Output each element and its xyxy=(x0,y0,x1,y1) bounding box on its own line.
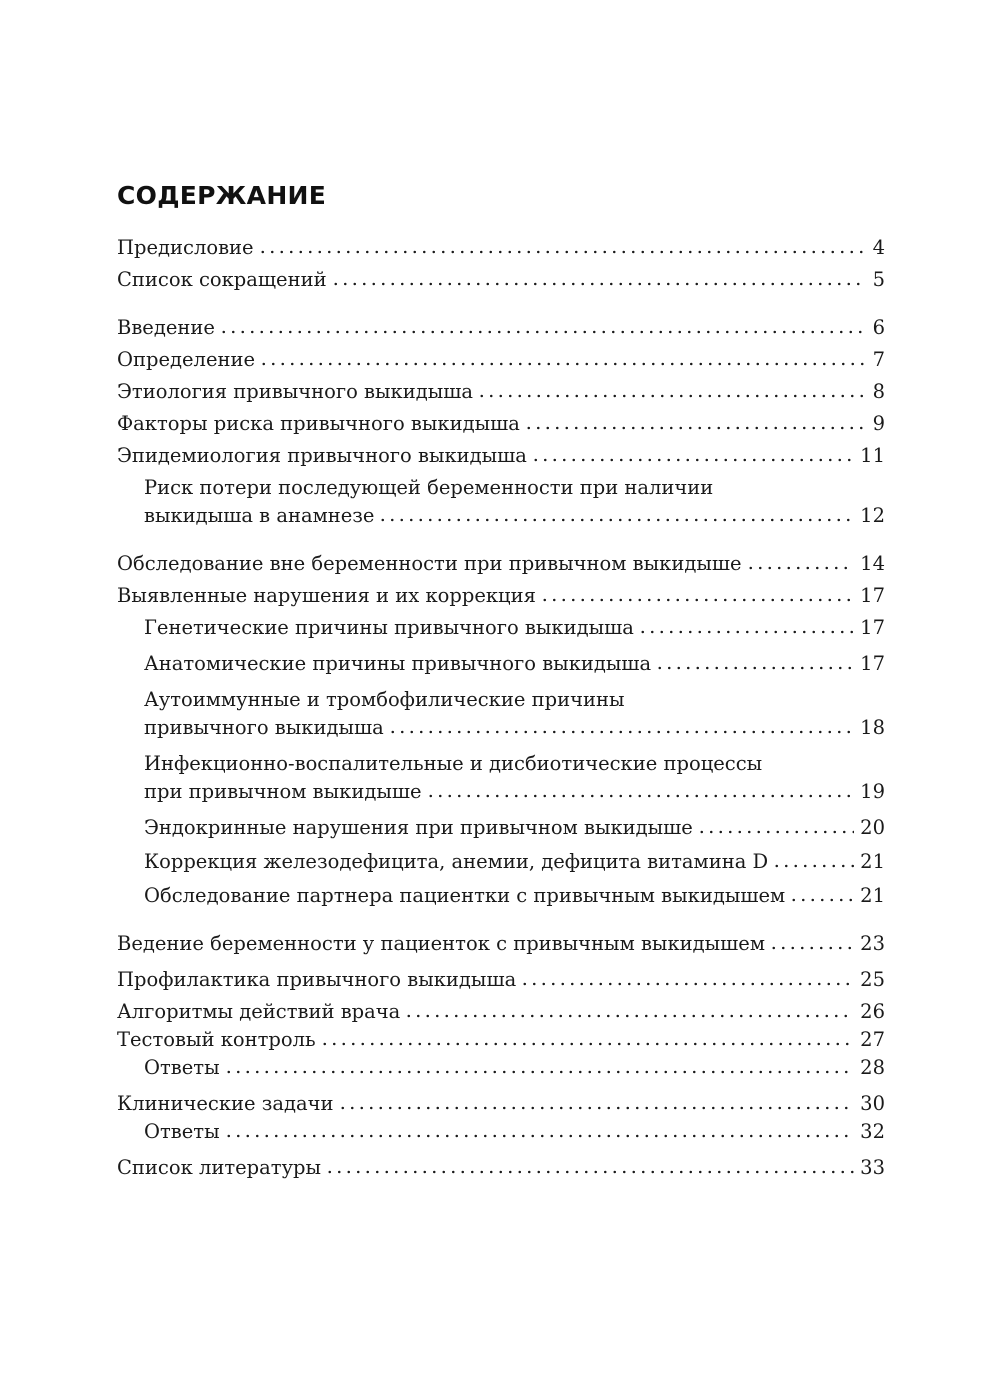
dot-leader xyxy=(746,564,855,572)
dot-leader xyxy=(789,896,854,904)
toc-page-number: 30 xyxy=(860,1092,885,1115)
toc-entry-partner-examination[interactable] xyxy=(117,882,885,910)
toc-entry-label: Список литературы xyxy=(117,1156,322,1179)
dot-leader xyxy=(404,1012,854,1020)
toc-page-number: 25 xyxy=(860,968,885,991)
toc-entry-pregnancy-management[interactable] xyxy=(117,930,885,958)
dot-leader xyxy=(697,828,854,836)
toc-page-number: 18 xyxy=(860,716,885,739)
dot-leader xyxy=(524,424,865,432)
dot-leader xyxy=(259,360,865,368)
toc-page-number: 26 xyxy=(860,1000,885,1023)
dot-leader xyxy=(219,328,865,336)
toc-page-number: 28 xyxy=(860,1056,885,1079)
toc-entry-label: Факторы риска привычного выкидыша xyxy=(117,412,520,435)
toc-entry-label: Эндокринные нарушения при привычном выкидыше xyxy=(144,816,693,839)
toc-entry-examination-outside-pregnancy[interactable] xyxy=(117,550,885,578)
toc-entry-label: при привычном выкидыше xyxy=(144,780,422,803)
toc-page-number: 5 xyxy=(872,268,885,291)
toc-page-number: 17 xyxy=(860,616,885,639)
toc-entry-infectious-processes[interactable] xyxy=(117,778,885,806)
toc-page-number: 12 xyxy=(860,504,885,527)
toc-page-number: 27 xyxy=(860,1028,885,1051)
dot-leader xyxy=(531,456,854,464)
toc-page-number: 32 xyxy=(860,1120,885,1143)
toc-entry-preface[interactable] xyxy=(117,234,885,262)
toc-entry-definition[interactable] xyxy=(117,346,885,374)
dot-leader xyxy=(378,516,854,524)
toc-entry-label: Определение xyxy=(117,348,256,371)
toc-entry-pregnancy-loss-risk[interactable] xyxy=(117,502,885,530)
toc-entry-genetic-causes[interactable] xyxy=(117,614,885,642)
toc-entry-label: Профилактика привычного выкидыша xyxy=(117,968,517,991)
toc-entry-label: Алгоритмы действий врача xyxy=(117,1000,401,1023)
toc-entry-autoimmune-causes[interactable] xyxy=(117,714,885,742)
toc-page-number: 11 xyxy=(860,444,885,467)
dot-leader xyxy=(388,728,854,736)
toc-entry-label: Ответы xyxy=(144,1056,220,1079)
dot-leader xyxy=(520,980,854,988)
toc-entry-label: Коррекция железодефицита, анемии, дефицита витамина D xyxy=(144,850,769,873)
toc-entry-test-answers[interactable] xyxy=(117,1054,885,1082)
toc-entry-label-line1: Инфекционно-воспалительные и дисбиотические процессы xyxy=(144,752,763,775)
toc-entry-label: Эпидемиология привычного выкидыша xyxy=(117,444,527,467)
toc-entry-label: Анатомические причины привычного выкидыша xyxy=(144,652,652,675)
toc-page-number: 33 xyxy=(860,1156,885,1179)
toc-entry-task-answers[interactable] xyxy=(117,1118,885,1146)
toc-entry-test-control[interactable] xyxy=(117,1026,885,1054)
toc-page-number: 21 xyxy=(860,884,885,907)
toc-entry-label: Ведение беременности у пациенток с привычным выкидышем xyxy=(117,932,765,955)
toc-page-number: 8 xyxy=(872,380,885,403)
toc-entry-clinical-tasks[interactable] xyxy=(117,1090,885,1118)
toc-entry-label: Список сокращений xyxy=(117,268,327,291)
toc-page-number: 17 xyxy=(860,652,885,675)
page-title: СОДЕРЖАНИЕ xyxy=(117,181,327,210)
dot-leader xyxy=(224,1132,855,1140)
toc-entry-disorders-correction[interactable] xyxy=(117,582,885,610)
toc-page-number: 9 xyxy=(872,412,885,435)
dot-leader xyxy=(325,1168,854,1176)
toc-entry-prevention[interactable] xyxy=(117,966,885,994)
toc-entry-label-line1: Аутоиммунные и тромбофилические причины xyxy=(144,688,625,711)
toc-entry-label: Этиология привычного выкидыша xyxy=(117,380,474,403)
toc-entry-label: Предисловие xyxy=(117,236,254,259)
toc-entry-introduction[interactable] xyxy=(117,314,885,342)
toc-entry-anatomical-causes[interactable] xyxy=(117,650,885,678)
dot-leader xyxy=(540,596,854,604)
dot-leader xyxy=(477,392,865,400)
toc-page-number: 17 xyxy=(860,584,885,607)
dot-leader xyxy=(769,944,854,952)
toc-entry-label: Ответы xyxy=(144,1120,220,1143)
dot-leader xyxy=(426,792,855,800)
dot-leader xyxy=(320,1040,855,1048)
dot-leader xyxy=(331,280,865,288)
toc-entry-endocrine-disorders[interactable] xyxy=(117,814,885,842)
toc-entry-references[interactable] xyxy=(117,1154,885,1182)
toc-entry-label-line1: Риск потери последующей беременности при наличии xyxy=(144,476,714,499)
dot-leader xyxy=(655,664,854,672)
toc-page-number: 19 xyxy=(860,780,885,803)
toc-page-number: 20 xyxy=(860,816,885,839)
toc-page-number: 21 xyxy=(860,850,885,873)
toc-entry-abbreviations[interactable] xyxy=(117,266,885,294)
toc-entry-epidemiology[interactable] xyxy=(117,442,885,470)
toc-entry-risk-factors[interactable] xyxy=(117,410,885,438)
toc-entry-label: Введение xyxy=(117,316,215,339)
dot-leader xyxy=(772,862,854,870)
toc-entry-label: Генетические причины привычного выкидыша xyxy=(144,616,634,639)
toc-entry-label: выкидыша в анамнезе xyxy=(144,504,375,527)
toc-entry-label: Клинические задачи xyxy=(117,1092,334,1115)
toc-entry-label: Обследование партнера пациентки с привычным выкидышем xyxy=(144,884,786,907)
toc-entry-label: Выявленные нарушения и их коррекция xyxy=(117,584,536,607)
dot-leader xyxy=(224,1068,855,1076)
toc-entry-iron-deficiency-correction[interactable] xyxy=(117,848,885,876)
toc-page-number: 6 xyxy=(872,316,885,339)
dot-leader xyxy=(638,628,854,636)
toc-entry-label: привычного выкидыша xyxy=(144,716,384,739)
toc-entry-label: Тестовый контроль xyxy=(117,1028,316,1051)
toc-page-number: 4 xyxy=(872,236,885,259)
toc-entry-algorithms[interactable] xyxy=(117,998,885,1026)
toc-page-number: 14 xyxy=(860,552,885,575)
dot-leader xyxy=(258,248,865,256)
dot-leader xyxy=(338,1104,855,1112)
toc-page-number: 23 xyxy=(860,932,885,955)
table-of-contents xyxy=(117,178,885,1182)
toc-page-number: 7 xyxy=(872,348,885,371)
toc-entry-label: Обследование вне беременности при привычном выкидыше xyxy=(117,552,742,575)
toc-entry-etiology[interactable] xyxy=(117,378,885,406)
